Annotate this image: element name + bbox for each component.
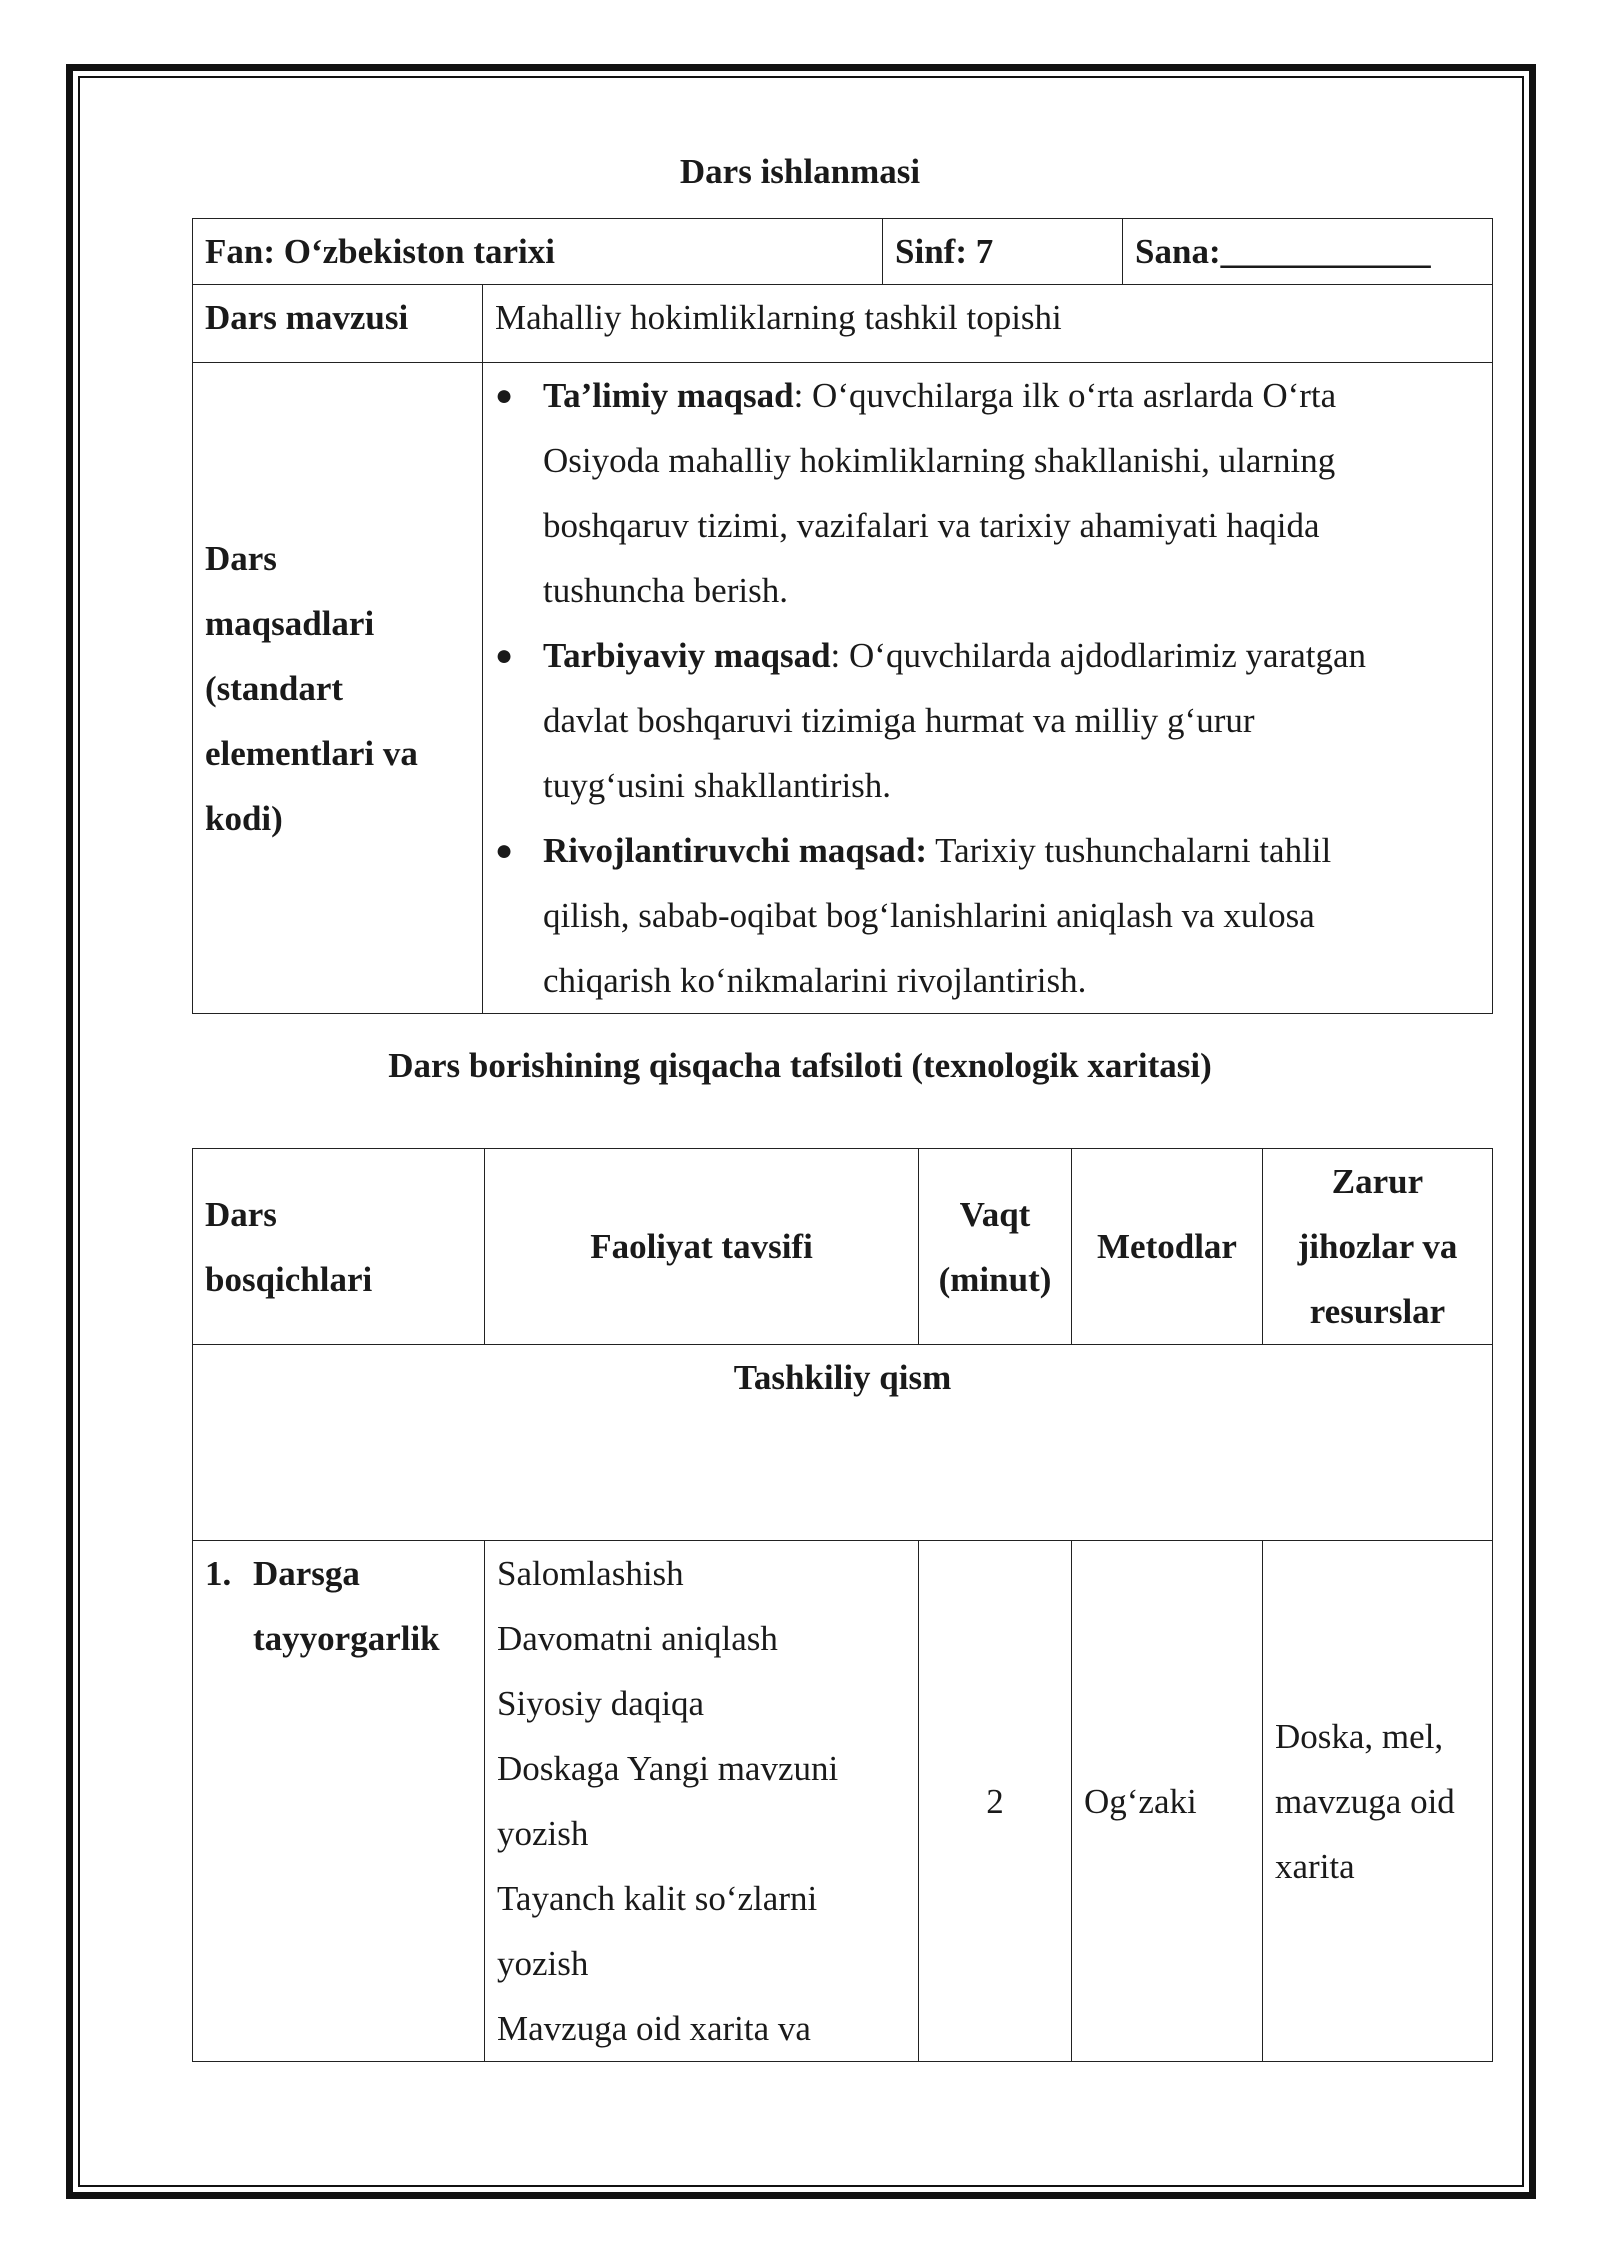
grade-cell	[883, 219, 1123, 285]
method-cell: Og‘zaki	[1072, 1541, 1263, 2062]
topic-value-cell	[483, 285, 1493, 363]
bullet-icon: ●	[495, 639, 514, 672]
goal-heading: Tarbiyaviy maqsad	[543, 636, 831, 675]
goal-line: boshqaruv tizimi, vazifalari va tarixiy ahamiyati haqida	[543, 506, 1320, 545]
header-stages: Dars bosqichlari	[193, 1149, 485, 1345]
activity-line: yozish	[497, 1814, 589, 1853]
activity-line: Doskaga Yangi mavzuni	[497, 1749, 839, 1788]
date-cell	[1123, 219, 1493, 285]
activity-line: Salomlashish	[497, 1554, 684, 1593]
resource-line: xarita	[1275, 1846, 1355, 1886]
header-activity: Faoliyat tavsifi	[485, 1149, 919, 1345]
plan-title: Dars borishining qisqacha tafsiloti (texnologik xaritasi)	[388, 1046, 1212, 1085]
activity-cell	[485, 1541, 919, 2062]
goals-list	[491, 363, 1480, 1013]
goal-line: davlat boshqaruvi tizimiga hurmat va milliy g‘urur	[543, 701, 1255, 740]
topic-label: Dars mavzusi	[205, 298, 409, 337]
time-cell: 2	[919, 1541, 1072, 2062]
goal-line: qilish, sabab-oqibat bog‘lanishlarini aniqlash va xulosa	[543, 896, 1315, 935]
goal-line: tushuncha berish.	[543, 571, 788, 610]
goal-line: chiqarish ko‘nikmalarini rivojlantirish.	[543, 961, 1087, 1000]
header-resources: Zarur jihozlar va resurslar	[1263, 1149, 1493, 1345]
lesson-plan-table	[192, 1148, 1493, 2062]
stage-line: Darsga	[253, 1554, 360, 1593]
activity-line: Davomatni aniqlash	[497, 1619, 778, 1658]
goal-line: Tarixiy tushunchalarni tahlil	[927, 831, 1332, 870]
goal-heading: Rivojlantiruvchi maqsad:	[543, 831, 928, 870]
goal-item-educational	[491, 363, 1480, 623]
activity-line: Mavzuga oid xarita va	[497, 2009, 811, 2048]
activity-line: Tayanch kalit so‘zlarni	[497, 1879, 818, 1918]
stage-number: 1.	[205, 1554, 232, 1593]
grade-text: Sinf: 7	[895, 232, 994, 271]
resources-cell	[1263, 1541, 1493, 2062]
header-time: Vaqt (minut)	[919, 1149, 1072, 1345]
goals-label-line: kodi)	[205, 798, 283, 838]
bullet-icon: ●	[495, 379, 514, 412]
goal-line: : O‘quvchilarga ilk o‘rta asrlarda O‘rta	[793, 376, 1337, 415]
date-text: Sana:____________	[1135, 232, 1431, 271]
bullet-icon: ●	[495, 834, 514, 867]
goals-label-cell	[193, 363, 483, 1014]
document-title: Dars ishlanmasi	[679, 152, 921, 191]
goals-label-line: maqsadlari	[205, 603, 375, 643]
activity-line: yozish	[497, 1944, 589, 1983]
topic-value: Mahalliy hokimliklarning tashkil topishi	[495, 298, 1062, 337]
goal-item-upbringing	[491, 623, 1480, 818]
section-row-organizational	[193, 1345, 1493, 1541]
section-title: Tashkiliy qism	[733, 1358, 952, 1397]
lesson-info-table	[192, 218, 1493, 1014]
goals-label-line: (standart	[205, 668, 344, 708]
goals-label-line: elementlari va	[205, 733, 418, 773]
goal-item-developmental	[491, 818, 1480, 1013]
stage-cell	[193, 1541, 485, 2062]
goal-line: : O‘quvchilarda ajdodlarimiz yaratgan	[830, 636, 1367, 675]
resource-line: mavzuga oid	[1275, 1781, 1455, 1821]
goal-heading: Ta’limiy maqsad	[543, 376, 794, 415]
activity-line: Siyosiy daqiqa	[497, 1684, 705, 1723]
stage-line: tayyorgarlik	[253, 1619, 440, 1658]
subject-text: Fan: O‘zbekiston tarixi	[205, 232, 555, 271]
subject-cell	[193, 219, 883, 285]
goals-cell	[483, 363, 1493, 1014]
topic-label-cell	[193, 285, 483, 363]
goals-label-line: Dars	[205, 538, 277, 578]
header-methods: Metodlar	[1072, 1149, 1263, 1345]
goal-line: Osiyoda mahalliy hokimliklarning shakllanishi, ularning	[543, 441, 1336, 480]
goal-line: tuyg‘usini shakllantirish.	[543, 766, 892, 805]
resource-line: Doska, mel,	[1275, 1716, 1444, 1756]
